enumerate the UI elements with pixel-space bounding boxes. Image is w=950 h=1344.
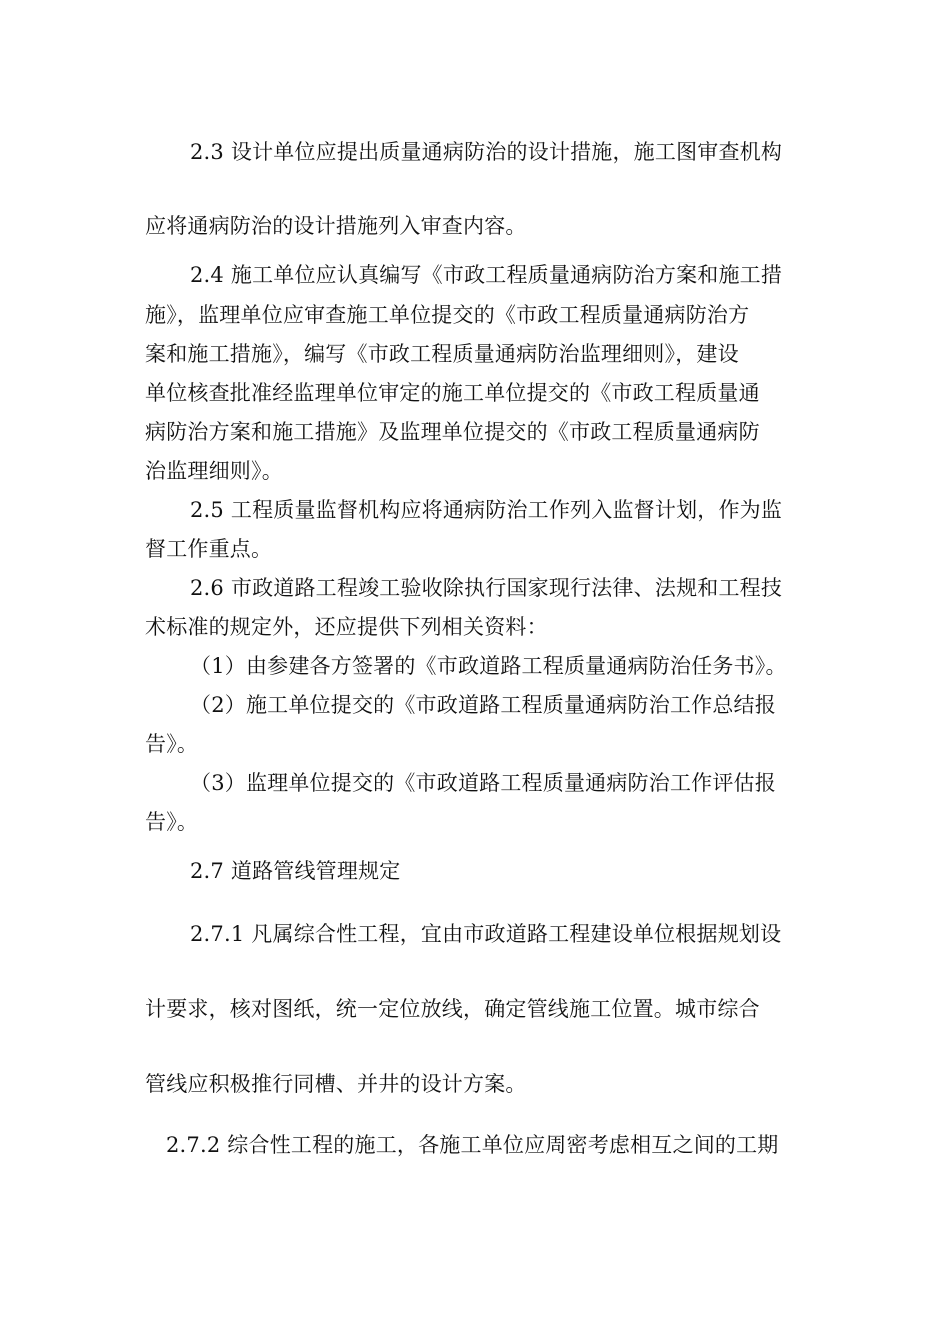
list-item-3-line-1: （3）监理单位提交的《市政道路工程质量通病防治工作评估报	[190, 771, 776, 795]
list-item-2-line-1: （2）施工单位提交的《市政道路工程质量通病防治工作总结报	[190, 693, 776, 717]
paragraph-2-7-1-line-1: 2.7.1 凡属综合性工程，宜由市政道路工程建设单位根据规划设	[190, 922, 782, 946]
section-heading-2-7: 2.7 道路管线管理规定	[190, 859, 401, 883]
list-item-2-line-2: 告》。	[145, 732, 199, 756]
paragraph-2-6-line-2: 术标准的规定外，还应提供下列相关资料：	[145, 615, 548, 639]
paragraph-2-4-line-5: 病防治方案和施工措施》及监理单位提交的《市政工程质量通病防	[145, 420, 760, 444]
paragraph-2-4-line-4: 单位核查批准经监理单位审定的施工单位提交的《市政工程质量通	[145, 381, 760, 405]
paragraph-2-6-line-1: 2.6 市政道路工程竣工验收除执行国家现行法律、法规和工程技	[190, 576, 783, 600]
paragraph-2-4-line-1: 2.4 施工单位应认真编写《市政工程质量通病防治方案和施工措	[190, 263, 783, 287]
paragraph-2-7-2-line-1: 2.7.2 综合性工程的施工，各施工单位应周密考虑相互之间的工期	[166, 1133, 779, 1157]
paragraph-2-5-line-2: 督工作重点。	[145, 537, 273, 561]
paragraph-2-3-line-2: 应将通病防治的设计措施列入审查内容。	[145, 214, 527, 238]
paragraph-2-5-line-1: 2.5 工程质量监督机构应将通病防治工作列入监督计划，作为监	[190, 498, 783, 522]
list-item-1: （1）由参建各方签署的《市政道路工程质量通病防治任务书》。	[190, 654, 787, 678]
paragraph-2-4-line-2: 施》，监理单位应审查施工单位提交的《市政工程质量通病防治方	[145, 303, 750, 327]
paragraph-2-4-line-6: 治监理细则》。	[145, 459, 283, 483]
list-item-3-line-2: 告》。	[145, 810, 199, 834]
paragraph-2-4-line-3: 案和施工措施》，编写《市政工程质量通病防治监理细则》，建设	[145, 342, 739, 366]
paragraph-2-3-line-1: 2.3 设计单位应提出质量通病防治的设计措施，施工图审查机构	[190, 140, 783, 164]
paragraph-2-7-1-line-2: 计要求，核对图纸，统一定位放线，确定管线施工位置。城市综合	[145, 997, 760, 1021]
paragraph-2-7-1-line-3: 管线应积极推行同槽、并井的设计方案。	[145, 1072, 527, 1096]
